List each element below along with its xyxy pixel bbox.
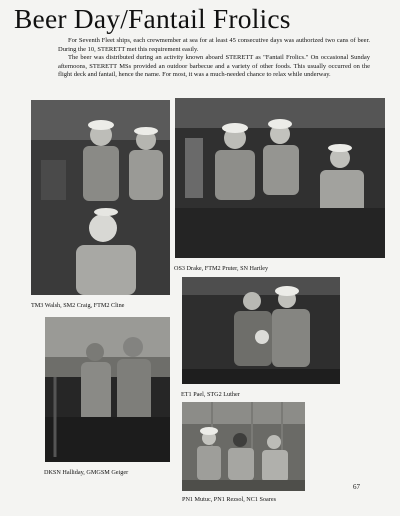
caption-halliday-geiger: DKSN Halliday, GMGSM Geiger bbox=[44, 469, 129, 476]
photo-pael-luther bbox=[182, 277, 340, 384]
photo-mutuc-rezsol-soares bbox=[182, 402, 305, 491]
caption-mutuc-rezsol-soares: PN1 Mutuc, PN1 Rezsol, NC1 Soares bbox=[182, 496, 277, 503]
caption-drake-pruter-hartley: OS3 Drake, FTM2 Pruter, SN Hartley bbox=[174, 265, 269, 272]
page-title: Beer Day/Fantail Frolics bbox=[14, 3, 291, 34]
photo-halliday-geiger bbox=[45, 317, 170, 462]
caption-pael-luther: ET1 Pael, STG2 Luther bbox=[181, 391, 240, 398]
photo-walsh-craig-cline bbox=[31, 100, 170, 295]
caption-walsh-craig-cline: TM3 Walsh, SM2 Craig, FTM2 Cline bbox=[31, 302, 125, 309]
intro-text bbox=[58, 37, 370, 80]
photo-drake-pruter-hartley bbox=[175, 98, 385, 258]
intro-paragraph-2: The beer was distributed during an activity known aboard STERETT as "Fantail Frolics." On occasional Sunday afternoons, STERETT MSs provided an outdoor barbecue and a variety of other foods. This usually occurred on the flight deck and fantail, hence the name. For most, it was a much-needed chance to relax while underway. bbox=[58, 54, 370, 79]
intro-paragraph-1: For Seventh Fleet ships, each crewmember at sea for at least 45 consecutive days was authorized two cans of beer. During the 10, STERETT met this requirement easily. bbox=[58, 37, 370, 53]
page-number: 67 bbox=[353, 483, 360, 491]
